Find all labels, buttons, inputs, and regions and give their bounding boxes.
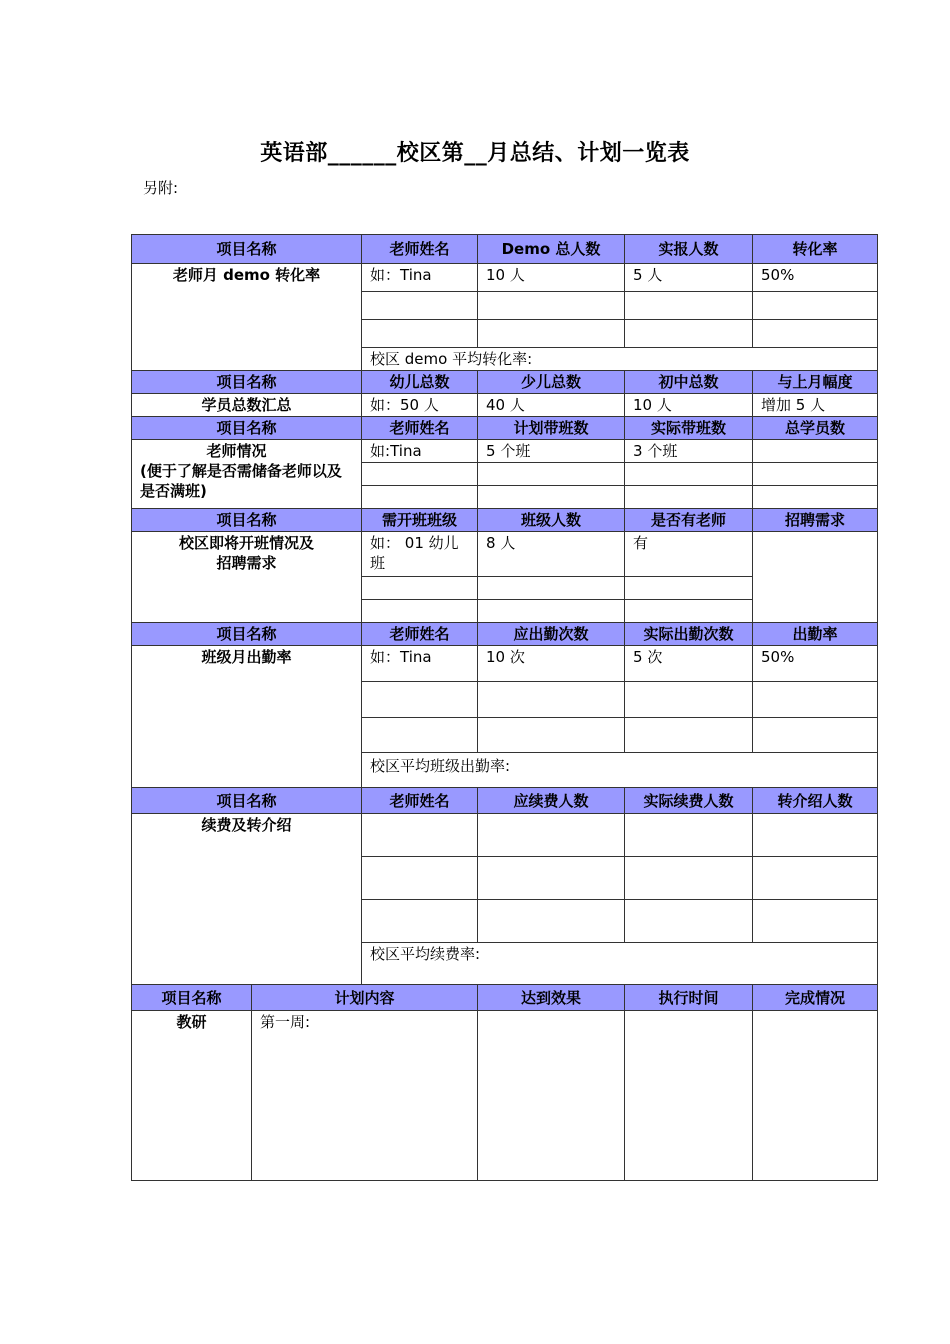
table-cell[interactable] [362, 292, 478, 320]
table-cell[interactable] [362, 814, 478, 857]
header-cell: 老师姓名 [362, 235, 478, 264]
item-name-note: (便于了解是否需储备老师以及是否满班) [140, 462, 342, 500]
table-cell[interactable] [362, 577, 478, 600]
table-row [132, 440, 878, 463]
table-row [132, 1011, 878, 1181]
item-name-cell: 教研 [132, 1011, 252, 1181]
table-cell[interactable] [478, 857, 625, 900]
header-cell: 总学员数 [753, 417, 878, 440]
table-cell[interactable] [478, 600, 625, 623]
table-cell[interactable] [478, 900, 625, 943]
header-cell: 实际带班数 [625, 417, 753, 440]
table-cell[interactable]: 3 个班 [625, 440, 753, 463]
table-cell[interactable] [753, 682, 878, 718]
header-cell: 应续费人数 [478, 788, 625, 814]
table-cell[interactable] [625, 718, 753, 753]
table-cell[interactable] [753, 463, 878, 486]
table-cell[interactable]: 增加 5 人 [753, 394, 878, 417]
header-cell: 班级人数 [478, 509, 625, 532]
table-cell[interactable]: 40 人 [478, 394, 625, 417]
header-cell: Demo 总人数 [478, 235, 625, 264]
table-cell[interactable] [362, 320, 478, 348]
table-row [132, 532, 878, 577]
table-cell[interactable] [625, 292, 753, 320]
table-cell[interactable] [478, 682, 625, 718]
header-cell: 计划内容 [252, 985, 478, 1011]
table-cell[interactable] [625, 577, 753, 600]
table-cell[interactable] [362, 900, 478, 943]
table-cell[interactable]: 5 个班 [478, 440, 625, 463]
item-name-line: 老师情况 [206, 442, 267, 460]
header-cell: 少儿总数 [478, 371, 625, 394]
teachers-header-row [132, 417, 878, 440]
table-cell[interactable] [625, 600, 753, 623]
table-cell[interactable] [362, 718, 478, 753]
table-cell[interactable] [478, 718, 625, 753]
item-name-cell: 老师月 demo 转化率 [132, 264, 362, 371]
table-cell[interactable] [362, 486, 478, 509]
table-cell[interactable] [625, 1011, 753, 1181]
table-cell[interactable]: 10 人 [478, 264, 625, 292]
item-name-line: 校区即将开班情况及 [179, 534, 315, 552]
header-cell: 项目名称 [132, 788, 362, 814]
table-cell[interactable] [478, 1011, 625, 1181]
table-cell[interactable] [478, 463, 625, 486]
opening-header-row [132, 509, 878, 532]
table-cell[interactable] [362, 600, 478, 623]
plan-header-row [132, 985, 878, 1011]
table-cell[interactable]: 5 次 [625, 646, 753, 682]
table-cell[interactable] [625, 320, 753, 348]
renewal-header-row [132, 788, 878, 814]
header-cell: 转化率 [753, 235, 878, 264]
table-cell[interactable] [753, 320, 878, 348]
students-header-row [132, 371, 878, 394]
table-cell[interactable]: 5 人 [625, 264, 753, 292]
header-cell: 项目名称 [132, 509, 362, 532]
table-cell[interactable]: 50% [753, 264, 878, 292]
table-cell[interactable] [753, 292, 878, 320]
table-cell[interactable] [625, 463, 753, 486]
table-cell[interactable] [362, 857, 478, 900]
table-cell[interactable] [753, 440, 878, 463]
header-cell: 实际续费人数 [625, 788, 753, 814]
header-cell: 项目名称 [132, 371, 362, 394]
item-name-cell [132, 440, 362, 509]
header-cell: 初中总数 [625, 371, 753, 394]
table-cell[interactable] [478, 486, 625, 509]
demo-header-row [132, 235, 878, 264]
table-cell[interactable] [362, 682, 478, 718]
header-cell: 幼儿总数 [362, 371, 478, 394]
attendance-header-row [132, 623, 878, 646]
header-cell: 与上月幅度 [753, 371, 878, 394]
header-cell: 招聘需求 [753, 509, 878, 532]
table-cell[interactable] [625, 814, 753, 857]
table-cell[interactable] [753, 718, 878, 753]
table-row [132, 264, 878, 292]
header-cell: 转介绍人数 [753, 788, 878, 814]
table-row [132, 646, 878, 682]
table-cell[interactable] [625, 682, 753, 718]
summary-cell[interactable]: 校区平均班级出勤率: [362, 753, 878, 788]
plan-content-cell[interactable]: 第一周: [252, 1011, 478, 1181]
header-cell: 项目名称 [132, 985, 252, 1011]
header-cell: 实际出勤次数 [625, 623, 753, 646]
header-cell: 完成情况 [753, 985, 878, 1011]
header-cell: 达到效果 [478, 985, 625, 1011]
table-cell[interactable] [478, 292, 625, 320]
item-name-cell: 续费及转介绍 [132, 814, 362, 985]
table-row [132, 814, 878, 857]
table-cell[interactable] [753, 1011, 878, 1181]
table-cell[interactable]: 如：Tina [362, 264, 478, 292]
table-cell[interactable] [478, 320, 625, 348]
header-cell: 项目名称 [132, 235, 362, 264]
table-cell[interactable] [625, 857, 753, 900]
summary-cell[interactable]: 校区 demo 平均转化率: [362, 348, 878, 371]
header-cell: 项目名称 [132, 623, 362, 646]
header-cell: 计划带班数 [478, 417, 625, 440]
item-name-cell [132, 532, 362, 623]
table-cell[interactable] [753, 486, 878, 509]
header-cell: 是否有老师 [625, 509, 753, 532]
table-cell[interactable] [362, 463, 478, 486]
item-name-cell: 班级月出勤率 [132, 646, 362, 788]
table-cell[interactable]: 有 [625, 532, 753, 577]
header-cell: 老师姓名 [362, 417, 478, 440]
table-cell[interactable]: 50% [753, 646, 878, 682]
header-cell: 项目名称 [132, 417, 362, 440]
table-cell[interactable]: 8 人 [478, 532, 625, 577]
header-cell: 执行时间 [625, 985, 753, 1011]
table-cell[interactable] [753, 532, 878, 623]
header-cell: 应出勤次数 [478, 623, 625, 646]
table-cell[interactable]: 如： 01 幼儿班 [362, 532, 478, 577]
table-row [132, 394, 878, 417]
table-cell[interactable] [625, 486, 753, 509]
attachment-note: 另附: [143, 179, 179, 197]
item-name-line: 招聘需求 [216, 554, 277, 572]
header-cell: 老师姓名 [362, 788, 478, 814]
table-cell[interactable] [753, 814, 878, 857]
table-cell[interactable]: 如：Tina [362, 646, 478, 682]
header-cell: 出勤率 [753, 623, 878, 646]
table-cell[interactable]: 10 次 [478, 646, 625, 682]
header-cell: 老师姓名 [362, 623, 478, 646]
table-cell[interactable] [478, 577, 625, 600]
header-cell: 实报人数 [625, 235, 753, 264]
table-cell[interactable]: 10 人 [625, 394, 753, 417]
item-name-cell: 学员总数汇总 [132, 394, 362, 417]
page-title: 英语部______校区第__月总结、计划一览表 [260, 141, 690, 166]
table-cell[interactable] [625, 900, 753, 943]
table-cell[interactable] [753, 857, 878, 900]
header-cell: 需开班班级 [362, 509, 478, 532]
table-cell[interactable] [753, 900, 878, 943]
summary-plan-table [131, 234, 878, 1181]
table-cell[interactable]: 如：50 人 [362, 394, 478, 417]
table-cell[interactable]: 如:Tina [362, 440, 478, 463]
summary-cell[interactable]: 校区平均续费率: [362, 943, 878, 985]
table-cell[interactable] [478, 814, 625, 857]
